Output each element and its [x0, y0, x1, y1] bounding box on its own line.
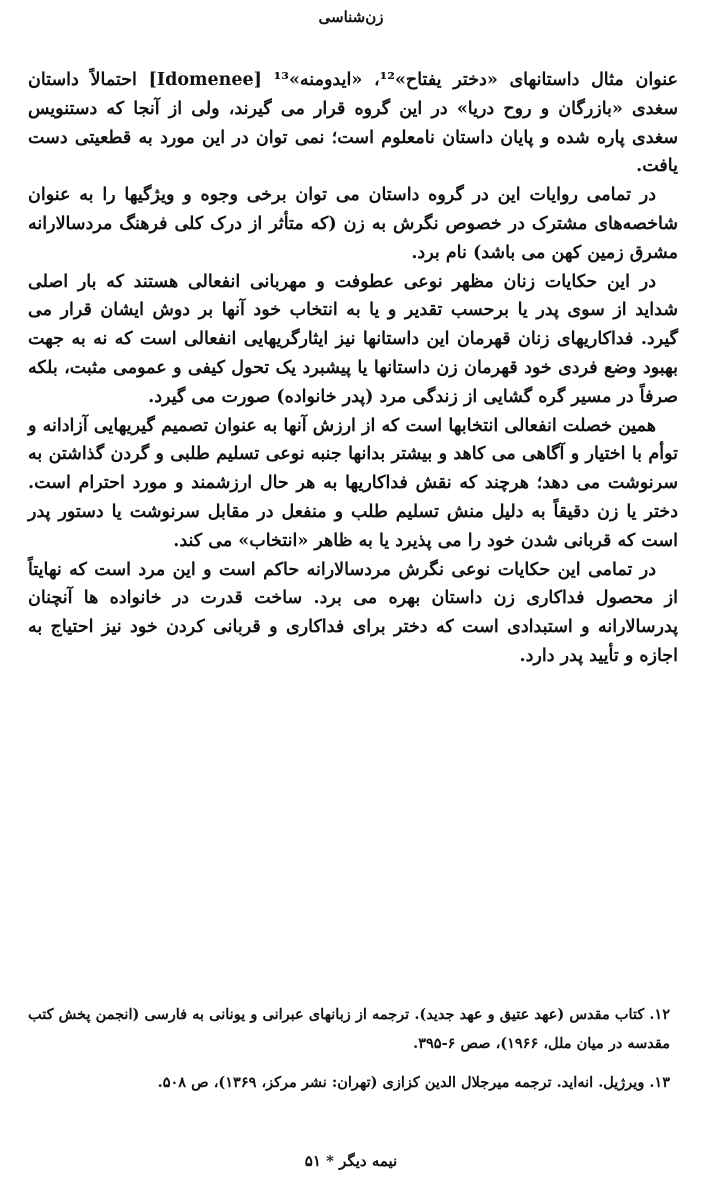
body-text	[28, 66, 678, 671]
footnote-13: ۱۳. ویرژیل. انه‌اید. ترجمه میرجلال الدین کزازی (تهران: نشر مرکز، ۱۳۶۹)، ص ۵۰۸.	[157, 1074, 670, 1091]
body-paragraph: عنوان مثال داستانهای «دختر یفتاح»¹²، «ایدومنه»¹³ [Idomenee] احتمالاً داستان سغدی «بازرگان و روح دریا» در این گروه قرار می گیرند، ولی از آنجا که دستنویس سغدی پاره شده و پایان داستان نامعلوم است؛ نمی توان در این مورد به قطعیتی دست یافت.	[28, 70, 678, 177]
body-paragraph: در تمامی روایات این در گروه داستان می توان برخی وجوه و ویژگیها را به عنوان شاخصه‌های مشترک در خصوص نگرش به زن (که متأثر از درک کلی فرهنگ مردسالارانه مشرق زمین کهن می باشد) نام برد.	[28, 185, 678, 263]
footnotes	[28, 1000, 678, 1097]
body-paragraph: همین خصلت انفعالی انتخابها است که از ارزش آنها به عنوان تصمیم گیریهایی آزادانه و توأم با اختیار و آگاهی می کاهد و بیشتر بدانها جنبه نوعی تسلیم طلبی و گردن گذاشتن به سرنوشت می دهد؛ هرچند که نقش فداکاریها به هر حال ارزشمند و مورد احترام است. دختر یا زن دقیقاً به دلیل منش تسلیم طلب و منفعل در مقابل سرنوشت یا دستور پدر است که قربانی شدن خود را می پذیرد یا به ظاهر «انتخاب» می کند.	[28, 415, 678, 551]
footnote-12: ۱۲. کتاب مقدس (عهد عتیق و عهد جدید). ترجمه از زبانهای عبرانی و یونانی به فارسی (انجمن پخش کتب مقدسه در میان ملل، ۱۹۶۶)، صص ۶-۳۹۵.	[28, 1006, 670, 1052]
page-footer: نیمه دیگر * ۵۱	[304, 1152, 398, 1170]
body-paragraph: در این حکایات زنان مظهر نوعی عطوفت و مهربانی انفعالی هستند که بار اصلی شداید از سوی پدر یا برحسب تقدیر و یا به انتخاب خود آنها بر دوش ایشان قرار می گیرد. فداکاریهای زنان قهرمان این داستانها نیز ایثارگریهایی انفعالی است که نه به جهت بهبود وضع فردی خود قهرمان زن داستانها یا پیشبرد یک تحول کیفی و عمومی مثبت، بلکه صرفاً در مسیر گره گشایی از زندگی مرد (پدر خانواده) صورت می گیرد.	[28, 271, 678, 407]
body-paragraph: در تمامی این حکایات نوعی نگرش مردسالارانه حاکم است و این مرد است که نهایتاً از محصول فداکاری زن داستان بهره می برد. ساخت قدرت در خانواده ها آنچنان پدرسالارانه و استبدادی است که دختر برای فداکاری و قربانی کردن خود نیز احتیاج به اجازه و تأیید پدر دارد.	[28, 559, 678, 666]
running-header-title: زن‌شناسی	[318, 8, 384, 26]
